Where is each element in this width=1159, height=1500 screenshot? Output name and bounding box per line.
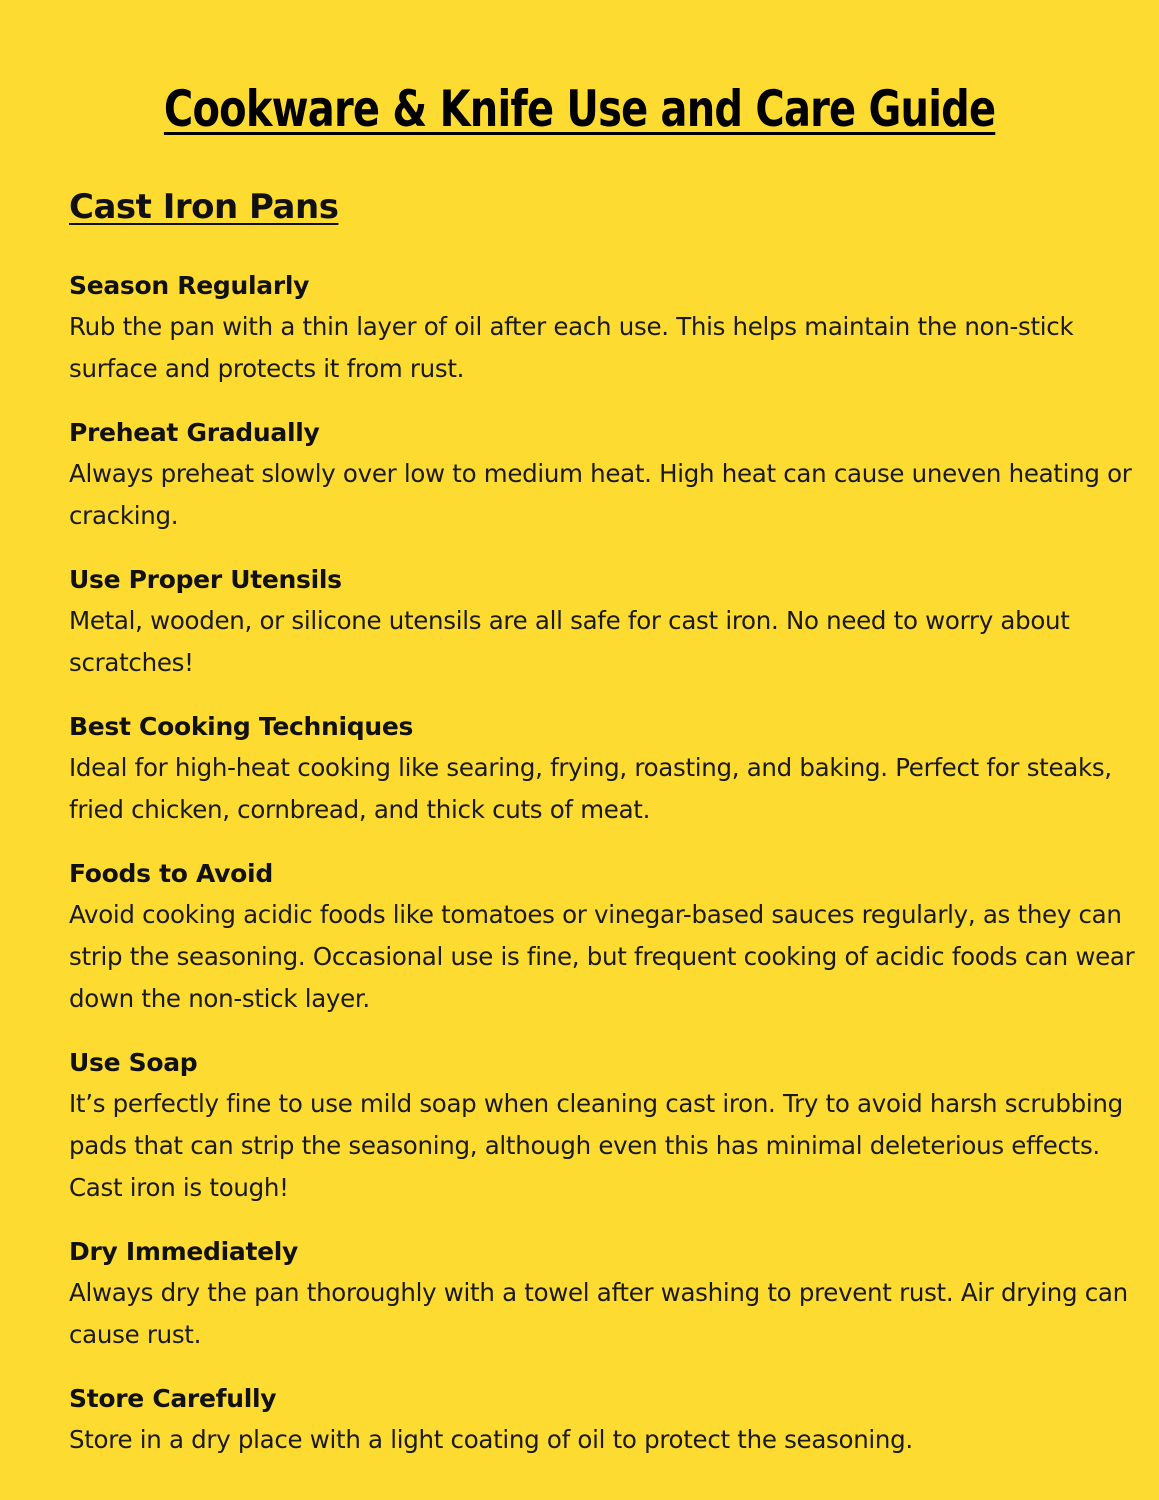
tip-heading: Store Carefully xyxy=(69,1384,277,1413)
tip-body: Always preheat slowly over low to medium heat. High heat can cause uneven heating or cracking. xyxy=(69,459,1132,530)
tip-body: Avoid cooking acidic foods like tomatoes or vinegar-based sauces regularly, as they can strip the seasoning. Occasional use is fine, but frequent cooking of acidic foods can wear down the non-stick layer. xyxy=(69,900,1135,1013)
tip-body: Metal, wooden, or silicone utensils are all safe for cast iron. No need to worry about scratches! xyxy=(69,606,1070,677)
tip-heading: Use Soap xyxy=(69,1048,198,1077)
tip-body: Rub the pan with a thin layer of oil after each use. This helps maintain the non-stick surface and protects it from rust. xyxy=(69,312,1074,383)
tip-use-proper-utensils xyxy=(69,559,1139,684)
tip-body: Store in a dry place with a light coating of oil to protect the seasoning. xyxy=(69,1425,913,1454)
page-title-text: Cookware & Knife Use and Care Guide xyxy=(163,80,996,138)
tip-use-soap xyxy=(69,1042,1139,1209)
tip-season-regularly xyxy=(69,265,1139,390)
tip-best-cooking-techniques xyxy=(69,706,1139,831)
tip-heading: Dry Immediately xyxy=(69,1237,299,1266)
tip-store-carefully xyxy=(69,1378,1139,1461)
tip-preheat-gradually xyxy=(69,412,1139,537)
page-title xyxy=(0,73,1159,145)
tips-list xyxy=(69,265,1139,1483)
tip-body: Ideal for high-heat cooking like searing, frying, roasting, and baking. Perfect for steaks, fried chicken, cornbread, and thick cuts of meat. xyxy=(69,753,1112,824)
section-title: Cast Iron Pans xyxy=(69,187,339,227)
tip-heading: Preheat Gradually xyxy=(69,418,320,447)
tip-heading: Foods to Avoid xyxy=(69,859,273,888)
tip-heading: Best Cooking Techniques xyxy=(69,712,414,741)
tip-heading: Use Proper Utensils xyxy=(69,565,342,594)
tip-body: Always dry the pan thoroughly with a towel after washing to prevent rust. Air drying can cause rust. xyxy=(69,1278,1128,1349)
tip-heading: Season Regularly xyxy=(69,271,310,300)
tip-body: It’s perfectly fine to use mild soap when cleaning cast iron. Try to avoid harsh scrubbing pads that can strip the seasoning, although even this has minimal deleterious effects. Cast iron is tough! xyxy=(69,1089,1123,1202)
tip-dry-immediately xyxy=(69,1231,1139,1356)
tip-foods-to-avoid xyxy=(69,853,1139,1020)
